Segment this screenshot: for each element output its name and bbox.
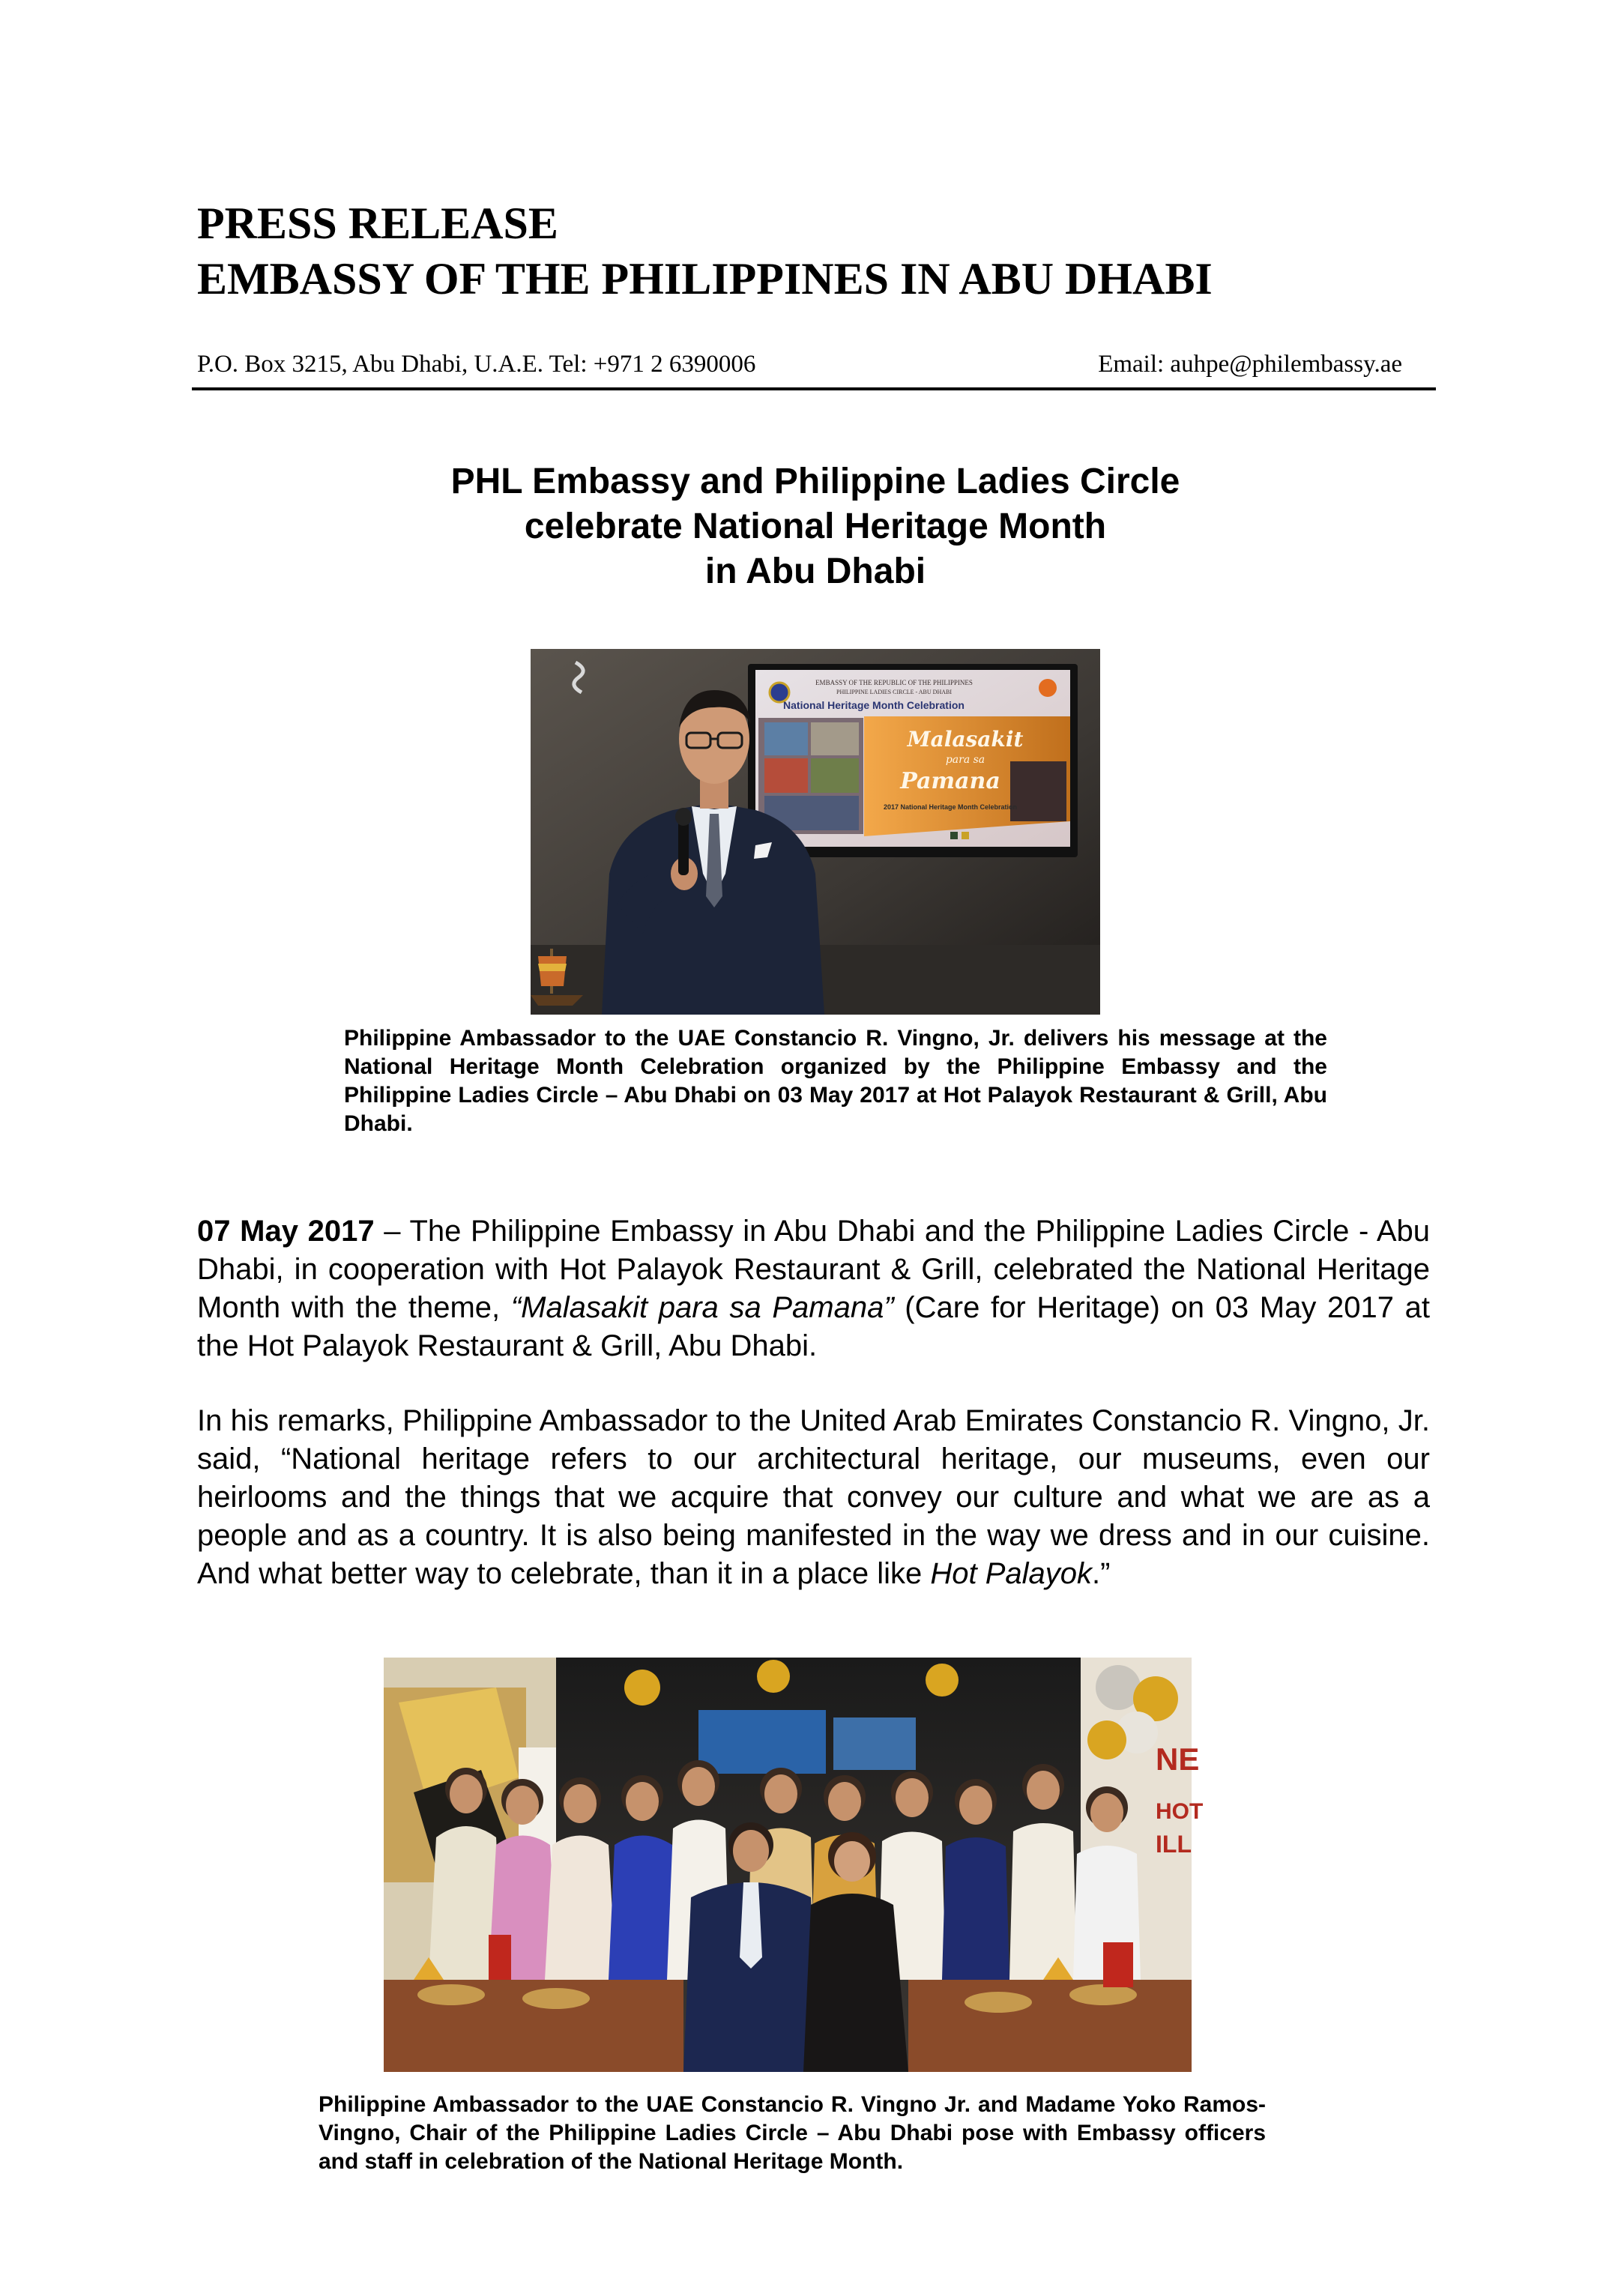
screen-subtitle: 2017 National Heritage Month Celebration: [883, 803, 1018, 811]
ambassador-speech-photo: [531, 649, 1100, 1015]
screen-embassy-line: EMBASSY OF THE REPUBLIC OF THE PHILIPPINES: [815, 679, 973, 686]
screen-script-3: Pamana: [900, 768, 1000, 794]
body-paragraph-1: [197, 1212, 1430, 1365]
group-photo: [384, 1658, 1204, 2072]
photo2-caption: Philippine Ambassador to the UAE Constancio R. Vingno Jr. and Madame Yoko Ramos-Vingno, Chair of the Philippine Ladies Circle – Abu Dhabi pose with Embassy officers and staff in celebration of the National Heritage Month.: [319, 2092, 1266, 2174]
contact-address: P.O. Box 3215, Abu Dhabi, U.A.E. Tel: +971 2 6390006: [197, 351, 756, 378]
screen-circle-line: PHILIPPINE LADIES CIRCLE - ABU DHABI: [836, 689, 952, 695]
embassy-title: EMBASSY OF THE PHILIPPINES IN ABU DHABI: [197, 254, 1213, 303]
screen-script-2: para sa: [945, 754, 985, 766]
presentation-screen: [748, 664, 1078, 857]
headline-line-1: PHL Embassy and Philippine Ladies Circle: [450, 462, 1180, 501]
wall-sign-2: HOT: [1156, 1799, 1204, 1824]
header-divider: [192, 387, 1436, 390]
press-date: 07 May 2017: [197, 1215, 375, 1248]
para1-text-a: – The Philippine Embassy in Abu Dhabi and the Philippine Ladies Circle - Abu Dhabi, in cooperation with Hot Palayok Restaurant & Grill, celebrated the National Heritage Month with the theme,: [197, 1215, 1431, 1324]
restaurant-name: Hot Palayok: [930, 1557, 1093, 1590]
headline-line-2: celebrate National Heritage Month: [524, 507, 1107, 546]
headline-line-3: in Abu Dhabi: [704, 552, 926, 591]
para2-text-a: In his remarks, Philippine Ambassador to the United Arab Emirates Constancio R. Vingno, Jr. said, “National heritage refers to our architectural heritage, our museums, even our heirlooms and the things that we acquire that convey our culture and what we are as a people and as a country. It is also being manifested in the way we dress and in our cuisine. And what better way to celebrate, than it in a place like: [197, 1404, 1430, 1590]
wall-sign-1: NE: [1156, 1741, 1200, 1777]
body-paragraph-2: [197, 1402, 1430, 1593]
event-theme: “Malasakit para sa Pamana”: [510, 1291, 894, 1324]
para1-text-b: (Care for Heritage) on 03 May 2017 at the Hot Palayok Restaurant & Grill, Abu Dhabi.: [197, 1291, 1430, 1362]
wall-sign-3: ILL: [1156, 1831, 1192, 1858]
photo1-caption: Philippine Ambassador to the UAE Constancio R. Vingno, Jr. delivers his message at the National Heritage Month Celebration organized by the Philippine Embassy and the Philippine Ladies Circle – Abu Dhabi on 03 May 2017 at Hot Palayok Restaurant & Grill, Abu Dhabi.: [344, 1026, 1327, 1136]
screen-script-1: Malasakit: [907, 727, 1024, 752]
screen-banner: National Heritage Month Celebration: [783, 699, 965, 711]
press-release-title: PRESS RELEASE: [197, 199, 558, 248]
article-headline: [197, 459, 1434, 594]
para2-text-b: .”: [1092, 1557, 1111, 1590]
contact-email: Email: auhpe@philembassy.ae: [1098, 351, 1402, 378]
